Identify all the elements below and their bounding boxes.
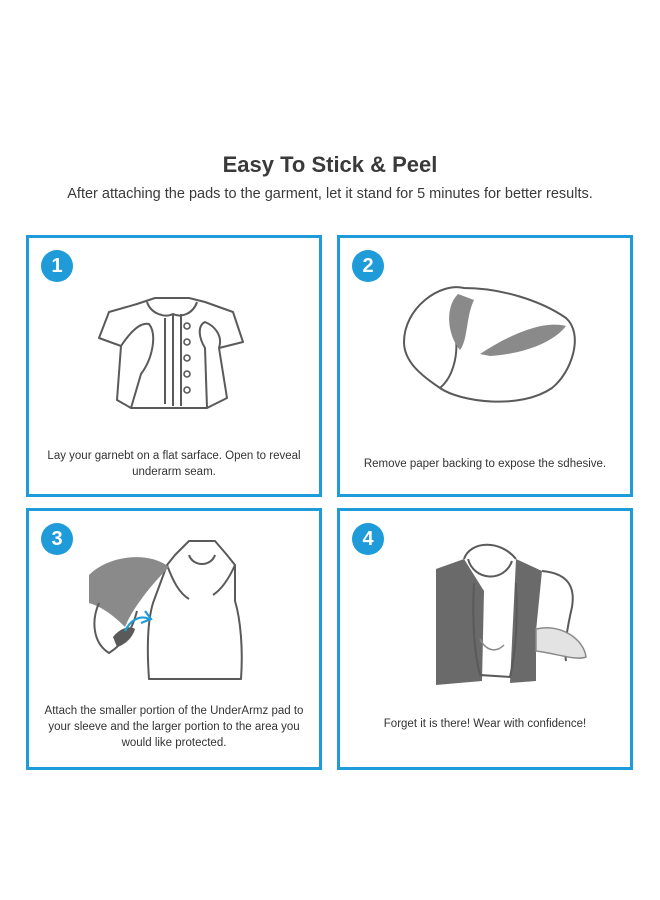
step-caption: Lay your garnebt on a flat sarface. Open to reveal underarm seam. — [47, 450, 301, 478]
page-subtitle: After attaching the pads to the garment, let it stand for 5 minutes for better results. — [67, 186, 593, 202]
page-title: Easy To Stick & Peel — [222, 152, 438, 177]
step-number-badge: 2 — [352, 250, 384, 282]
step-panel-4 — [337, 508, 633, 770]
step-panel-3 — [26, 508, 322, 770]
step-number-badge: 4 — [352, 523, 384, 555]
step-caption: Forget it is there! Wear with confidence! — [383, 718, 587, 730]
step-panel-1 — [26, 235, 322, 497]
step-number-badge: 1 — [41, 250, 73, 282]
step-panel-2 — [337, 235, 633, 497]
step-caption: Remove paper backing to expose the sdhesive. — [363, 458, 607, 470]
step-caption: Attach the smaller portion of the UnderArmz pad to your sleeve and the larger portion to the area you would like protected. — [44, 705, 304, 749]
step-number-badge: 3 — [41, 523, 73, 555]
